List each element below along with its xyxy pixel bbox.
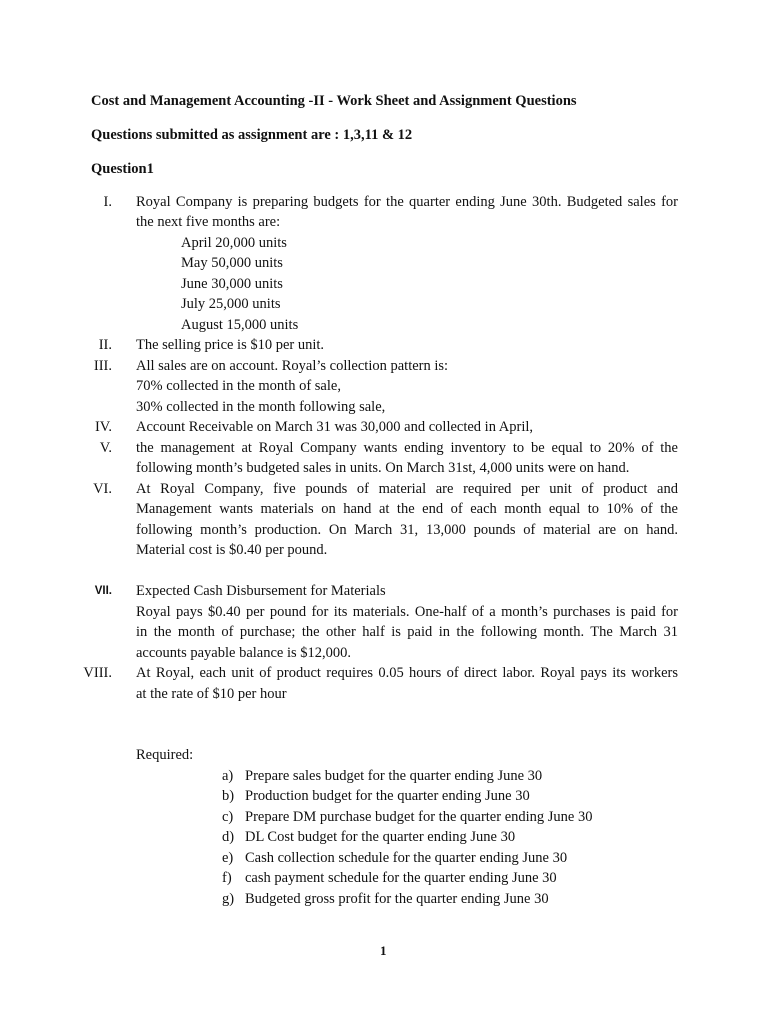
item-numeral-v: V. (99, 440, 112, 456)
item-numeral-i: I. (103, 194, 112, 210)
page-number: 1 (380, 943, 387, 958)
item-numeral-iv: IV. (94, 419, 112, 435)
item-vii-line-3: in the month of purchase; the other half is paid in the following month. The March 31 (136, 624, 678, 640)
item-vi-line-4: Material cost is $0.40 per pound. (136, 542, 328, 558)
item-iii-line-1: All sales are on account. Royal’s collection pattern is: (136, 358, 449, 374)
required-item: Prepare sales budget for the quarter ending June 30 (245, 768, 543, 784)
sales-month-august: August 15,000 units (181, 317, 299, 333)
item-vii-line-1: Expected Cash Disbursement for Materials (136, 583, 386, 599)
required-item: DL Cost budget for the quarter ending June 30 (245, 829, 516, 845)
required-letter: c) (222, 809, 234, 825)
item-vii-line-2: Royal pays $0.40 per pound for its materials. One-half of a month’s purchases is paid for (136, 604, 678, 620)
item-viii-line-1: At Royal, each unit of product requires 0.05 hours of direct labor. Royal pays its workers (136, 665, 678, 681)
item-viii-line-2: at the rate of $10 per hour (136, 686, 287, 702)
item-i-line-1: Royal Company is preparing budgets for the quarter ending June 30th. Budgeted sales for (136, 194, 678, 210)
item-vi-line-3: following month’s production. On March 31, 13,000 pounds of material are on hand. (136, 522, 678, 538)
item-v-line-2: following month’s budgeted sales in units. On March 31st, 4,000 units were on hand. (136, 460, 630, 476)
item-numeral-viii: VIII. (83, 665, 112, 681)
required-item: cash payment schedule for the quarter ending June 30 (245, 870, 557, 886)
required-letter: d) (222, 829, 235, 845)
question-heading: Question1 (91, 161, 154, 177)
sales-month-may: May 50,000 units (181, 255, 283, 271)
item-numeral-vi: VI. (93, 481, 112, 497)
sales-month-july: July 25,000 units (181, 296, 281, 312)
required-label: Required: (136, 747, 194, 763)
required-letter: a) (222, 768, 234, 784)
required-letter: g) (222, 891, 235, 907)
item-i-line-2: the next five months are: (136, 214, 281, 230)
sales-month-april: April 20,000 units (181, 235, 287, 251)
required-item: Budgeted gross profit for the quarter ending June 30 (245, 891, 549, 907)
document-title: Cost and Management Accounting -II - Work Sheet and Assignment Questions (91, 93, 577, 109)
item-iv-text: Account Receivable on March 31 was 30,000 and collected in April, (136, 419, 534, 435)
required-item: Production budget for the quarter ending June 30 (245, 788, 530, 804)
item-numeral-iii: III. (93, 358, 112, 374)
item-vi-line-1: At Royal Company, five pounds of material are required per unit of product and (136, 481, 678, 497)
item-vi-line-2: Management wants materials on hand at the end of each month equal to 10% of the (136, 501, 678, 517)
item-numeral-ii: II. (98, 337, 112, 353)
assignment-line: Questions submitted as assignment are : 1,3,11 & 12 (91, 127, 413, 143)
item-ii-text: The selling price is $10 per unit. (136, 337, 325, 353)
required-letter: b) (222, 788, 235, 804)
item-v-line-1: the management at Royal Company wants ending inventory to be equal to 20% of the (136, 440, 678, 456)
item-vii-line-4: accounts payable balance is $12,000. (136, 645, 352, 661)
sales-month-june: June 30,000 units (181, 276, 283, 292)
required-letter: f) (222, 870, 232, 886)
item-iii-line-3: 30% collected in the month following sale, (136, 399, 386, 415)
item-iii-line-2: 70% collected in the month of sale, (136, 378, 341, 394)
required-letter: e) (222, 850, 234, 866)
required-item: Cash collection schedule for the quarter ending June 30 (245, 850, 568, 866)
required-item: Prepare DM purchase budget for the quarter ending June 30 (245, 809, 593, 825)
item-numeral-vii: VII. (94, 585, 112, 597)
